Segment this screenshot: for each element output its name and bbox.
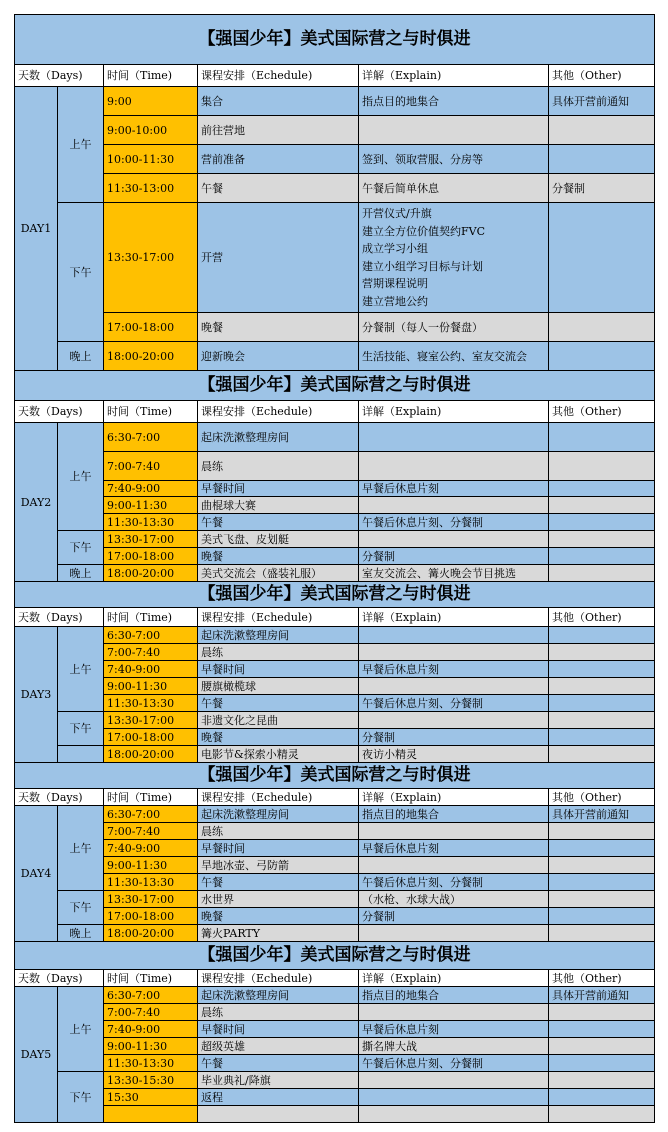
table-row [15, 874, 655, 891]
detail-cell [359, 1004, 549, 1021]
course-cell: 晨练 [198, 823, 359, 840]
time-cell: 7:40-9:00 [104, 661, 198, 678]
course-cell: 旱地冰壶、弓防箭 [198, 857, 359, 874]
period-label: 晚上 [58, 342, 104, 371]
course-cell: 起床洗漱整理房间 [198, 987, 359, 1004]
table-row [15, 644, 655, 661]
day-label: DAY4 [15, 806, 58, 942]
course-cell: 晨练 [198, 452, 359, 481]
time-cell: 11:30-13:00 [104, 174, 198, 203]
table-row [15, 891, 655, 908]
header-days: 天数（Days) [15, 65, 104, 87]
other-cell [549, 1021, 655, 1038]
detail-cell: 分餐制（每人一份餐盘） [359, 313, 549, 342]
time-cell: 9:00 [104, 87, 198, 116]
time-cell: 11:30-13:30 [104, 874, 198, 891]
period-label: 晚上 [58, 565, 104, 582]
detail-line: 建立全方位价值契约FVC [362, 224, 485, 238]
course-cell: 午餐 [198, 1055, 359, 1072]
other-cell: 分餐制 [549, 174, 655, 203]
header-row [15, 401, 655, 423]
time-cell: 11:30-13:30 [104, 514, 198, 531]
detail-cell: 撕名牌大战 [359, 1038, 549, 1055]
other-cell [549, 342, 655, 371]
course-cell: 电影节&探索小精灵 [198, 746, 359, 763]
course-cell: 午餐 [198, 174, 359, 203]
course-cell: 晚餐 [198, 908, 359, 925]
time-cell: 9:00-11:30 [104, 497, 198, 514]
other-cell: 具体开营前通知 [549, 87, 655, 116]
other-cell [549, 678, 655, 695]
time-cell [104, 1106, 198, 1123]
other-cell [549, 695, 655, 712]
title-row [15, 763, 655, 789]
period-label: 上午 [58, 87, 104, 203]
detail-cell [359, 452, 549, 481]
table-row [15, 987, 655, 1004]
detail-cell: 签到、领取营服、分房等 [359, 145, 549, 174]
time-cell: 9:00-11:30 [104, 1038, 198, 1055]
course-cell: 毕业典礼/降旗 [198, 1072, 359, 1089]
detail-cell [359, 423, 549, 452]
schedule-table [14, 14, 655, 1123]
course-cell: 曲棍球大赛 [198, 497, 359, 514]
table-row [15, 1021, 655, 1038]
time-cell: 13:30-17:00 [104, 531, 198, 548]
detail-line: 营期课程说明 [362, 277, 428, 290]
time-cell: 7:00-7:40 [104, 452, 198, 481]
detail-cell: 夜访小精灵 [359, 746, 549, 763]
table-row [15, 678, 655, 695]
header-row [15, 65, 655, 87]
other-cell [549, 627, 655, 644]
course-cell: 美式飞盘、皮划艇 [198, 531, 359, 548]
header-course: 课程安排（Echedule) [198, 789, 359, 806]
header-days: 天数（Days) [15, 608, 104, 627]
detail-cell [359, 678, 549, 695]
header-detail: 详解（Explain) [359, 970, 549, 987]
other-cell [549, 891, 655, 908]
course-cell: 午餐 [198, 695, 359, 712]
course-cell: 起床洗漱整理房间 [198, 423, 359, 452]
table-row [15, 806, 655, 823]
detail-cell: 午餐后休息片刻、分餐制 [359, 695, 549, 712]
time-cell: 15:30 [104, 1089, 198, 1106]
table-row [15, 840, 655, 857]
other-cell [549, 840, 655, 857]
course-cell: 篝火PARTY [198, 925, 359, 942]
other-cell: 具体开营前通知 [549, 987, 655, 1004]
detail-cell [359, 823, 549, 840]
schedule-sheet [14, 14, 654, 1123]
course-cell: 早餐时间 [198, 840, 359, 857]
table-row [15, 87, 655, 116]
course-cell: 美式交流会（盛装礼服） [198, 565, 359, 582]
period-label [58, 746, 104, 763]
time-cell: 7:00-7:40 [104, 823, 198, 840]
other-cell [549, 423, 655, 452]
course-cell: 晨练 [198, 644, 359, 661]
day-label: DAY1 [15, 87, 58, 371]
table-row [15, 145, 655, 174]
header-course: 课程安排（Echedule) [198, 970, 359, 987]
other-cell [549, 548, 655, 565]
table-row [15, 712, 655, 729]
period-label: 下午 [58, 1072, 104, 1123]
table-row [15, 342, 655, 371]
other-cell [549, 565, 655, 582]
detail-cell: 室友交流会、篝火晚会节目挑选 [359, 565, 549, 582]
course-cell: 起床洗漱整理房间 [198, 627, 359, 644]
time-cell: 17:00-18:00 [104, 729, 198, 746]
header-course: 课程安排（Echedule) [198, 608, 359, 627]
table-row [15, 548, 655, 565]
other-cell [549, 746, 655, 763]
header-row [15, 608, 655, 627]
other-cell [549, 145, 655, 174]
table-row [15, 908, 655, 925]
other-cell [549, 823, 655, 840]
header-days: 天数（Days) [15, 789, 104, 806]
detail-cell [359, 1089, 549, 1106]
time-cell: 6:30-7:00 [104, 987, 198, 1004]
detail-cell [359, 644, 549, 661]
course-cell: 水世界 [198, 891, 359, 908]
other-cell [549, 1004, 655, 1021]
table-row [15, 423, 655, 452]
course-cell: 超级英雄 [198, 1038, 359, 1055]
time-cell: 6:30-7:00 [104, 806, 198, 823]
header-days: 天数（Days) [15, 401, 104, 423]
detail-cell: 午餐后休息片刻、分餐制 [359, 874, 549, 891]
time-cell: 18:00-20:00 [104, 565, 198, 582]
course-cell: 非遗文化之昆曲 [198, 712, 359, 729]
course-cell: 早餐时间 [198, 481, 359, 497]
header-days: 天数（Days) [15, 970, 104, 987]
period-label: 下午 [58, 203, 104, 342]
detail-cell: 分餐制 [359, 908, 549, 925]
detail-cell [359, 531, 549, 548]
period-label: 上午 [58, 806, 104, 891]
title-row [15, 371, 655, 401]
course-cell: 早餐时间 [198, 661, 359, 678]
other-cell: 具体开营前通知 [549, 806, 655, 823]
header-time: 时间（Time) [104, 608, 198, 627]
day-label: DAY2 [15, 423, 58, 582]
table-row [15, 1089, 655, 1106]
other-cell [549, 531, 655, 548]
detail-cell: 午餐后简单休息 [359, 174, 549, 203]
period-label: 晚上 [58, 925, 104, 942]
time-cell: 18:00-20:00 [104, 746, 198, 763]
header-time: 时间（Time) [104, 789, 198, 806]
detail-cell: 午餐后休息片刻、分餐制 [359, 1055, 549, 1072]
table-row [15, 925, 655, 942]
period-label: 上午 [58, 987, 104, 1072]
detail-cell: 早餐后休息片刻 [359, 481, 549, 497]
detail-cell: （水枪、水球大战） [359, 891, 549, 908]
time-cell: 13:30-17:00 [104, 203, 198, 313]
other-cell [549, 452, 655, 481]
other-cell [549, 1055, 655, 1072]
time-cell: 6:30-7:00 [104, 627, 198, 644]
detail-cell: 早餐后休息片刻 [359, 1021, 549, 1038]
detail-cell: 早餐后休息片刻 [359, 661, 549, 678]
table-row [15, 695, 655, 712]
header-course: 课程安排（Echedule) [198, 401, 359, 423]
header-time: 时间（Time) [104, 970, 198, 987]
time-cell: 7:00-7:40 [104, 1004, 198, 1021]
header-other: 其他（Other) [549, 401, 655, 423]
other-cell [549, 313, 655, 342]
course-cell: 早餐时间 [198, 1021, 359, 1038]
header-row [15, 970, 655, 987]
table-row [15, 661, 655, 678]
other-cell [549, 514, 655, 531]
course-cell: 营前准备 [198, 145, 359, 174]
section-title: 【强国少年】美式国际营之与时俱进 [15, 942, 655, 970]
course-cell: 起床洗漱整理房间 [198, 806, 359, 823]
detail-cell [359, 627, 549, 644]
time-cell: 17:00-18:00 [104, 313, 198, 342]
other-cell [549, 874, 655, 891]
table-row [15, 565, 655, 582]
section-title: 【强国少年】美式国际营之与时俱进 [15, 763, 655, 789]
table-row [15, 514, 655, 531]
section-title: 【强国少年】美式国际营之与时俱进 [15, 15, 655, 65]
other-cell [549, 644, 655, 661]
other-cell [549, 497, 655, 514]
detail-cell [359, 857, 549, 874]
period-label: 下午 [58, 891, 104, 925]
detail-cell [359, 497, 549, 514]
time-cell: 13:30-15:30 [104, 1072, 198, 1089]
time-cell: 18:00-20:00 [104, 925, 198, 942]
detail-line: 建立小组学习目标与计划 [362, 259, 483, 273]
course-cell: 开营 [198, 203, 359, 313]
time-cell: 9:00-11:30 [104, 857, 198, 874]
course-cell: 晚餐 [198, 729, 359, 746]
day-label: DAY5 [15, 987, 58, 1123]
detail-cell [359, 925, 549, 942]
time-cell: 6:30-7:00 [104, 423, 198, 452]
detail-cell: 指点目的地集合 [359, 87, 549, 116]
title-row [15, 15, 655, 65]
table-row [15, 823, 655, 840]
time-cell: 9:00-11:30 [104, 678, 198, 695]
course-cell: 迎新晚会 [198, 342, 359, 371]
period-label: 上午 [58, 627, 104, 712]
table-row [15, 174, 655, 203]
table-row [15, 203, 655, 313]
header-other: 其他（Other) [549, 970, 655, 987]
course-cell: 晨练 [198, 1004, 359, 1021]
other-cell [549, 925, 655, 942]
other-cell [549, 857, 655, 874]
table-row [15, 116, 655, 145]
other-cell [549, 661, 655, 678]
time-cell: 17:00-18:00 [104, 548, 198, 565]
detail-line: 成立学习小组 [362, 242, 428, 255]
time-cell: 7:40-9:00 [104, 1021, 198, 1038]
detail-cell [359, 116, 549, 145]
time-cell: 7:00-7:40 [104, 644, 198, 661]
course-cell [198, 1106, 359, 1123]
table-row [15, 497, 655, 514]
course-cell: 午餐 [198, 514, 359, 531]
detail-cell: 午餐后休息片刻、分餐制 [359, 514, 549, 531]
table-row [15, 452, 655, 481]
day-label: DAY3 [15, 627, 58, 763]
table-row [15, 627, 655, 644]
time-cell: 11:30-13:30 [104, 695, 198, 712]
header-detail: 详解（Explain) [359, 789, 549, 806]
other-cell [549, 1089, 655, 1106]
period-label: 下午 [58, 531, 104, 565]
detail-line: 开营仪式/升旗 [362, 207, 432, 220]
time-cell: 13:30-17:00 [104, 891, 198, 908]
header-time: 时间（Time) [104, 401, 198, 423]
course-cell: 返程 [198, 1089, 359, 1106]
detail-cell: 早餐后休息片刻 [359, 840, 549, 857]
table-row [15, 531, 655, 548]
time-cell: 17:00-18:00 [104, 908, 198, 925]
other-cell [549, 1072, 655, 1089]
course-cell: 晚餐 [198, 313, 359, 342]
detail-cell: 分餐制 [359, 548, 549, 565]
time-cell: 9:00-10:00 [104, 116, 198, 145]
table-row [15, 1055, 655, 1072]
header-detail: 详解（Explain) [359, 65, 549, 87]
header-detail: 详解（Explain) [359, 608, 549, 627]
table-row [15, 313, 655, 342]
header-course: 课程安排（Echedule) [198, 65, 359, 87]
other-cell [549, 481, 655, 497]
table-row [15, 746, 655, 763]
other-cell [549, 908, 655, 925]
detail-cell: 分餐制 [359, 729, 549, 746]
detail-cell [359, 712, 549, 729]
other-cell [549, 1106, 655, 1123]
table-row [15, 1072, 655, 1089]
table-row [15, 1004, 655, 1021]
time-cell: 11:30-13:30 [104, 1055, 198, 1072]
header-detail: 详解（Explain) [359, 401, 549, 423]
course-cell: 集合 [198, 87, 359, 116]
period-label: 下午 [58, 712, 104, 746]
detail-line: 建立营地公约 [362, 294, 428, 308]
header-other: 其他（Other) [549, 608, 655, 627]
header-other: 其他（Other) [549, 789, 655, 806]
other-cell [549, 116, 655, 145]
header-other: 其他（Other) [549, 65, 655, 87]
table-row [15, 481, 655, 497]
other-cell [549, 1038, 655, 1055]
detail-cell [359, 1072, 549, 1089]
detail-cell [359, 203, 549, 313]
course-cell: 腰旗橄榄球 [198, 678, 359, 695]
table-row [15, 1038, 655, 1055]
detail-cell [359, 1106, 549, 1123]
section-title: 【强国少年】美式国际营之与时俱进 [15, 582, 655, 608]
other-cell [549, 203, 655, 313]
header-row [15, 789, 655, 806]
title-row [15, 582, 655, 608]
course-cell: 晚餐 [198, 548, 359, 565]
time-cell: 13:30-17:00 [104, 712, 198, 729]
detail-cell: 指点目的地集合 [359, 987, 549, 1004]
time-cell: 10:00-11:30 [104, 145, 198, 174]
table-row [15, 729, 655, 746]
other-cell [549, 729, 655, 746]
header-time: 时间（Time) [104, 65, 198, 87]
table-row [15, 1106, 655, 1123]
detail-cell: 生活技能、寝室公约、室友交流会 [359, 342, 549, 371]
time-cell: 18:00-20:00 [104, 342, 198, 371]
course-cell: 午餐 [198, 874, 359, 891]
table-row [15, 857, 655, 874]
title-row [15, 942, 655, 970]
time-cell: 7:40-9:00 [104, 481, 198, 497]
period-label: 上午 [58, 423, 104, 531]
section-title: 【强国少年】美式国际营之与时俱进 [15, 371, 655, 401]
course-cell: 前往营地 [198, 116, 359, 145]
time-cell: 7:40-9:00 [104, 840, 198, 857]
other-cell [549, 712, 655, 729]
detail-cell: 指点目的地集合 [359, 806, 549, 823]
